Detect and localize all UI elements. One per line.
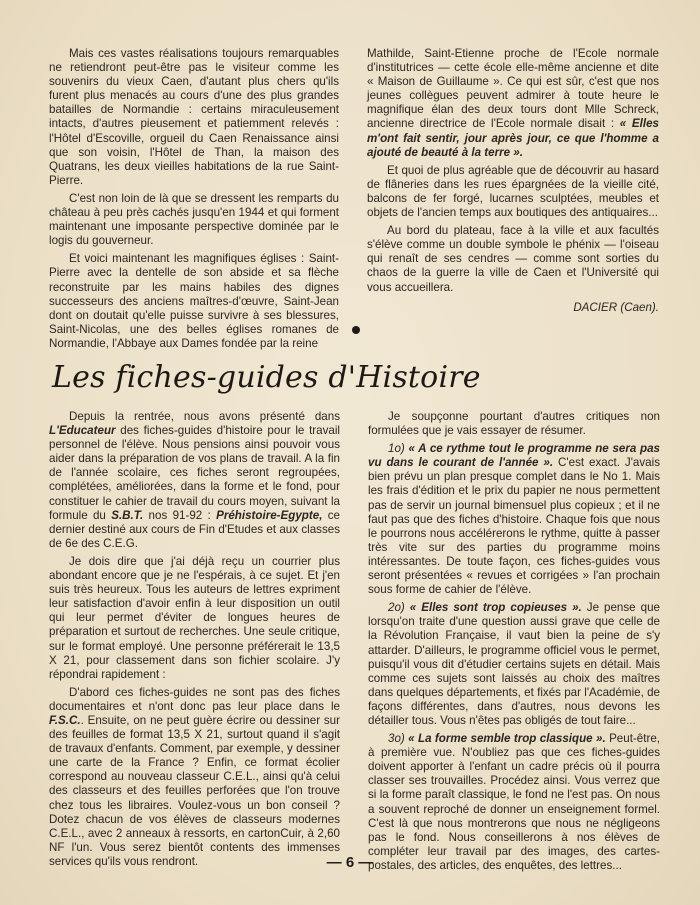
history-article-right-column xyxy=(368,410,660,877)
item-number: 2o) xyxy=(388,601,405,615)
paragraph: Je soupçonne pourtant d'autres critiques non formulées que je vais essayer de résumer. xyxy=(368,410,660,438)
page-number: — 6 — xyxy=(326,854,374,871)
paragraph xyxy=(49,686,340,869)
caen-article-left-column xyxy=(49,47,339,355)
quote: « A ce rythme tout le programme ne sera pas vu dans le courant de l'année ». xyxy=(368,442,660,470)
text: Peut-être, à première vue. N'oubliez pas que ces fiches-guides doivent apporter à l'enfant un cadre précis où il pourra classer ses trouvailles. Procédez ainsi. Vous verrez que si la forme paraît classique, le fond ne l'est pas. On nous a souvent reproché de donner un enseignement formel. C'est là que nous montrerons que nous ne négligeons pas le fond. Nous conseillerons à nos élèves de compléter leur travail par des images, des cartes-postales, des articles, des enquêtes, des lettres... xyxy=(368,732,660,872)
separator-bullet xyxy=(352,326,360,334)
acronym: F.S.C. xyxy=(49,713,81,727)
book-title: Préhistoire-Egypte, xyxy=(216,508,323,522)
paragraph xyxy=(368,442,660,597)
paragraph: Au bord du plateau, face à la ville et aux facultés s'élève comme un double symbole le phénix — l'oiseau qui renaît de ses cendres — comme sont sorties du chaos de la guerre la ville de Caen et l'Université qui vous accueillera. xyxy=(367,224,659,294)
paragraph xyxy=(368,732,660,873)
series-name: S.B.T. xyxy=(111,508,144,522)
text: ce dernier destiné aux cours de Fin d'Etudes et aux classes de 6e des C.E.G. xyxy=(49,508,340,550)
journal-name: L'Educateur xyxy=(49,424,116,438)
text: C'est exact. J'avais bien prévu un plan presque complet dans le No 1. Mais les frais d'édition et le prix du papier ne nous permettent pas de servir un journal bimensuel plus copieux ; et il ne faut pas que des fiches d'histoire. Chaque fois que nous le pourrons nous accélérerons le rythme, quitte à passer très vite sur des parties du programme moins intéressantes. De toute façon, ces fiches-guides vous seront présentées « revues et corrigées » l'an prochain sous forme de cahier de l'élève. xyxy=(368,456,660,597)
paragraph: Mais ces vastes réalisations toujours remarquables ne retiendront peut-être pas le visiteur comme les souvenirs du vieux Caen, d'autant plus chers qu'ils furent plus menacés au cours d'une des plus grandes batailles de Normandie : certains miraculeusement intacts, d'autres pieusement et patiemment relevés : l'Hôtel d'Escoville, orgueil du Caen Renaissance ainsi que son voisin, l'Hôtel de Than, la maison des Quatrans, les deux vieilles habitations de la rue Saint-Pierre. xyxy=(49,47,339,187)
caen-article-right-column xyxy=(367,47,659,315)
paragraph xyxy=(49,410,340,551)
item-number: 3o) xyxy=(388,732,405,746)
quote: « Elles m'ont fait sentir, jour après jour, ce que l'homme a ajouté de beauté à la terre ». xyxy=(367,117,659,159)
paragraph: Je dois dire que j'ai déjà reçu un courrier plus abondant encore que je ne l'espérais, à ce sujet. Et j'en suis très heureux. Tous les auteurs de lettres expriment leur satisfaction d'avoir enfin à leur disposition un outil qui leur permet d'éviter de longues heures de préparation et surtout de recherches. Une seule critique, sur le format employé. Une personne préférerait le 13,5 X 21, pour classement dans son fichier scolaire. J'y répondrai rapidement : xyxy=(49,554,340,681)
history-article-left-column xyxy=(49,410,340,873)
paragraph-text: Mathilde, Saint-Etienne proche de l'Ecole normale d'institutrices — cette école elle-même ancienne et dite « Maison de Guillaume ». Ce qui est sûr, c'est que nos jeunes collègues peuvent admirer à toute heure le magnifique élan des deux tours dont Mlle Schreck, ancienne directrice de l'Ecole normale disait : xyxy=(367,47,659,131)
paragraph: Et quoi de plus agréable que de découvrir au hasard de flâneries dans les rues épargnées de la vieille cité, balcons de fer forgé, lucarnes sculptées, meubles et objets de l'ancien temps aux boutiques des antiquaires... xyxy=(367,163,659,220)
text: D'abord ces fiches-guides ne sont pas des fiches documentaires et n'ont donc pas leur place dans le xyxy=(49,685,340,713)
quote: « La forme semble trop classique ». xyxy=(408,732,606,746)
text: nos 91-92 : xyxy=(143,508,217,522)
quote: « Elles sont trop copieuses ». xyxy=(409,601,582,615)
text: . Ensuite, on ne peut guère écrire ou dessiner sur des feuilles de format 13,5 X 21, surtout quand il s'agit de travaux d'enfants. Comment, par exemple, y dessiner une carte de la France ? Enfin, ce format écolier correspond au nouveau classeur C.E.L., ainsi qu'à celui des classeurs et des feuilles perforées que l'on trouve chez tous les libraires. Voulez-vous un bon conseil ? Dotez chacun de vos élèves de classeurs modernes C.E.L., avec 2 anneaux à ressorts, en cartonCuir, à 2,60 NF l'un. Vous serez bientôt contents des immenses services qu'ils vous rendront. xyxy=(49,713,340,868)
item-number: 1o) xyxy=(388,442,405,456)
paragraph: C'est non loin de là que se dressent les remparts du château à peu près cachés jusqu'en 1944 et qui forment maintenant une imposante perspective dominée par le logis du gouverneur. xyxy=(49,191,339,248)
text: des fiches-guides d'histoire pour le travail personnel de l'élève. Nous pensions ainsi pouvoir vous aider dans la préparation de vos plans de travail. A la fin de l'année scolaire, ces fiches seront regroupées, complétées, améliorées, dans la forme et le fond, pour constituer le cahier de travail du cours moyen, suivant la formule du xyxy=(49,424,340,522)
text: Depuis la rentrée, nous avons présenté dans xyxy=(69,410,340,423)
paragraph: Et voici maintenant les magnifiques églises : Saint-Pierre avec la dentelle de son abside et sa flèche reconstruite par les mains habiles des dignes successeurs des anciens maîtres-d'œuvre, Saint-Jean dont on doutait qu'elle puisse survivre à ses blessures, Saint-Nicolas, une des belles églises romanes de Normandie, l'Abbaye aux Dames fondée par la reine xyxy=(49,252,339,350)
section-title: Les fiches-guides d'Histoire xyxy=(52,360,481,395)
text: Je pense que lorsqu'on traite d'une question aussi grave que celle de la Révolution Française, il vaut bien la peine de s'y attarder. D'ailleurs, le programme officiel vous le permet, puisqu'il vous dit d'étudier certains sujets en détail. Mais comme ces sujets sont laissés au choix des maîtres dans quelques départements, et fixés par l'Académie, de façons différentes, dans d'autres, nous devons les détailler tous. Vous n'êtes pas obligés de tout faire... xyxy=(368,601,660,727)
paragraph xyxy=(368,601,660,728)
paragraph xyxy=(367,47,659,160)
author-signature: DACIER (Caen). xyxy=(573,300,659,314)
